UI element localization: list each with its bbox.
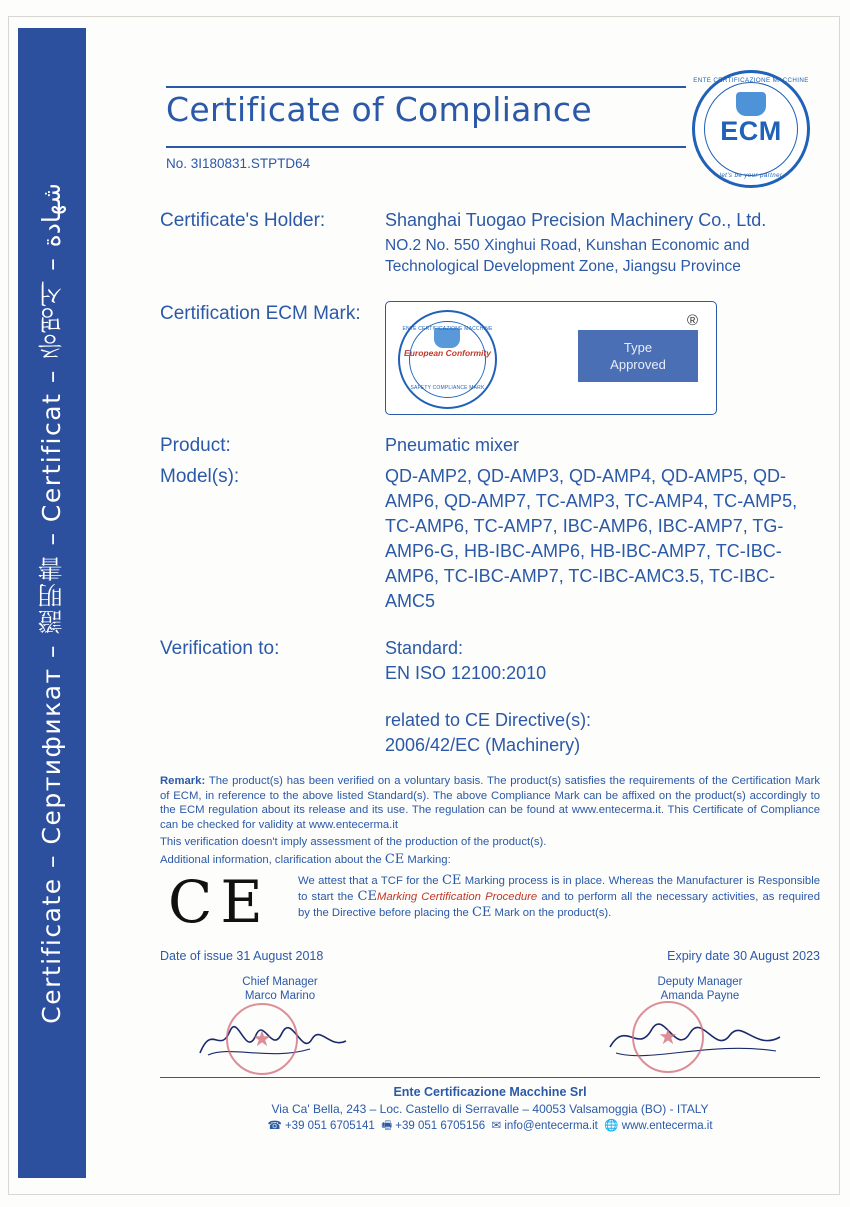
right-stamp-star: ★ [658,1024,678,1049]
row-models [160,464,820,614]
footer-contact [160,1118,820,1135]
attest-part-4: Mark on the product(s). [491,907,612,919]
ecm-mark-seal-arc-bottom: SAFETY COMPLIANCE MARK [410,385,485,391]
left-stamp-icon [226,1003,298,1075]
remark-paragraph-1 [160,774,820,832]
fax-icon: 🖷 [381,1120,393,1132]
directive-value: 2006/42/EC (Machinery) [385,735,581,755]
attest-part-2: Marking process is in place. Whereas the Manufacturer is Responsible to start the [298,875,820,903]
holder-label: Certificate's Holder: [160,210,326,231]
models-value: QD-AMP2, QD-AMP3, QD-AMP4, QD-AMP5, QD-AMP6, QD-AMP7, TC-AMP3, TC-AMP4, TC-AMP5, TC-AMP6, TC-AMP7, IBC-AMP6, IBC-AMP7, TG-AMP6-G, HB-IBC-AMP6, HB-IBC-AMP7, TC-IBC-AMP6, TC-IBC-AMP7, TC-IBC-AMC3.5, TC-IBC-AMC5 [385,466,798,611]
right-name: Amanda Payne [660,990,740,1002]
remark-text-3-prefix: Additional information, clarification about the [160,853,385,866]
ecm-mark-label: Certification ECM Mark: [160,303,361,324]
product-value: Pneumatic mixer [385,435,520,455]
row-ecm-mark [160,301,820,415]
ecm-mark-box [385,301,717,415]
footer-phone: +39 051 6705141 [284,1120,375,1132]
footer [160,1084,820,1135]
type-approved-line1: Type [623,340,653,355]
certificate-content [160,60,820,1135]
standard-label: Standard: [385,638,464,658]
ce-attestation-block [160,868,820,936]
product-label: Product: [160,435,231,456]
ecm-logo-text: ECM [720,116,782,146]
verification-label: Verification to: [160,638,280,659]
remark-section [160,774,820,867]
left-name: Marco Marino [244,990,316,1002]
ecm-mark-seal-arc-top: ENTE CERTIFICAZIONE MACCHINE [402,326,493,332]
type-approved-line2: Approved [610,357,666,372]
footer-fax: +39 051 6705156 [395,1120,486,1132]
dates-row [160,949,820,963]
ecm-logo-icon [692,70,810,188]
type-approved-badge [578,330,698,382]
holder-address: NO.2 No. 550 Xinghui Road, Kunshan Economic and Technological Development Zone, Jiangsu Province [385,237,750,275]
footer-divider [160,1077,820,1078]
ce-inline-icon-2: CE [441,873,462,888]
ecm-mark-value [385,301,820,415]
left-stamp-star: ★ [252,1026,272,1051]
ecm-mark-seal-text: European Conformity [404,348,491,358]
attest-red-text: Marking Certification Procedure [376,891,538,903]
signature-right [580,975,820,1067]
fields-section [160,208,820,758]
envelope-icon: ✉ [491,1120,502,1132]
spacer [385,686,820,708]
side-band-label: Certificate – Сертификат – 證明書 – Certificat – 증명서 – شهادة [37,182,66,1024]
registered-trademark-icon: ® [686,312,698,329]
footer-website[interactable]: www.entecerma.it [621,1120,713,1132]
remark-text-1: The product(s) has been verified on a voluntary basis. The product(s) satisfies the requirements of the Certification Mark of ECM, in reference to the above listed Standard(s). The above Compliance Mark can be affixed on the product(s) accordingly to the ECM regulation about its release and its use. The regulation can be found at www.entecerma.it. This Certificate of Compliance can be checked for validity at www.entecerma.it [160,775,820,831]
remark-paragraph-2: This verification doesn't imply assessment of the production of the product(s). [160,836,547,848]
left-signature-image [160,1005,400,1067]
ce-mark-icon: CE [168,868,271,936]
page-title: Certificate of Compliance [166,90,592,129]
remark-title: Remark: [160,775,206,787]
holder-value [385,208,820,277]
right-role: Deputy Manager [657,976,743,988]
side-band-text-wrapper [18,28,86,1178]
footer-organization: Ente Certificazione Macchine Srl [393,1085,587,1099]
footer-email[interactable]: info@entecerma.it [504,1120,598,1132]
ce-attestation-text [298,873,820,921]
ecm-logo-arc-bottom: let's be your partner [719,172,783,179]
right-stamp-icon [632,1001,704,1073]
remark-paragraph-3 [160,853,820,868]
title-rule-bottom [166,146,686,148]
ecm-logo-emblem [736,92,766,116]
expiry-date: Expiry date 30 August 2023 [667,949,820,963]
signature-left [160,975,400,1067]
attest-part-3: and to perform all the necessary activities, as required by the Directive before placing the [298,891,820,919]
row-holder [160,208,820,277]
ce-inline-icon-1: CE [384,851,405,867]
directive-label: related to CE Directive(s): [385,710,592,730]
certificate-number: No. 3I180831.STPTD64 [166,156,311,171]
signatures-row [160,975,820,1067]
attest-part-1: We attest that a TCF for the [298,875,442,887]
ecm-mark-seal-icon [398,310,497,409]
header [160,60,820,179]
standard-value: EN ISO 12100:2010 [385,663,547,683]
models-label: Model(s): [160,466,240,487]
issue-date: Date of issue 31 August 2018 [160,949,324,963]
holder-name: Shanghai Tuogao Precision Machinery Co., Ltd. [385,210,767,230]
row-verification [160,636,820,758]
left-role: Chief Manager [242,976,318,988]
title-rule-top [166,86,686,88]
ce-inline-icon-3: CE [357,889,377,904]
ecm-logo-arc-top: ENTE CERTIFICAZIONE MACCHINE [693,77,809,84]
expiry-date-col [520,949,820,963]
footer-address: Via Ca' Bella, 243 – Loc. Castello di Serravalle – 40053 Valsamoggia (BO) - ITALY [271,1102,709,1116]
issue-date-col [160,949,460,963]
verification-value [385,636,820,758]
telephone-icon: ☎ [267,1120,282,1132]
remark-text-3-suffix: Marking: [404,853,451,866]
ce-inline-icon-4: CE [471,905,492,920]
row-product [160,433,820,458]
right-signature-image [580,1005,820,1067]
globe-icon: 🌐 [604,1120,619,1132]
